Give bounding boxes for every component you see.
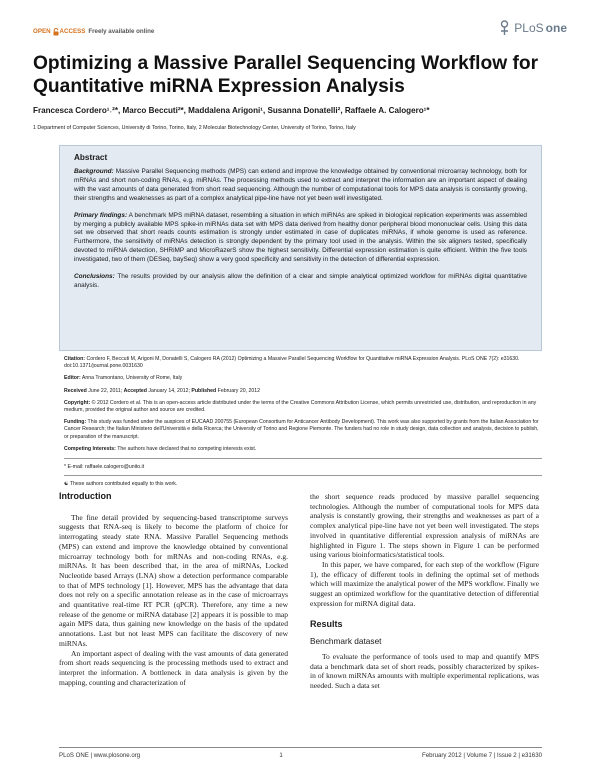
accepted-label: Accepted: [123, 387, 147, 394]
abstract-conclusions: [74, 273, 527, 291]
abstract-heading: Abstract: [74, 153, 108, 162]
author-list: Francesca Cordero¹˒²*, Marco Beccuti²*, Maddalena Arigoni¹, Susanna Donatelli², Raffaele A. Calogero¹*: [33, 106, 430, 115]
footer-page-number: 1: [279, 752, 283, 759]
editor: [64, 375, 542, 382]
equal-contribution: ☯ These authors contributed equally to this work.: [64, 481, 178, 488]
plos-logo-icon: [498, 20, 511, 36]
right-paragraph-1: the short sequence reads produced by massive parallel sequencing technologies. Although the number of computational tools for MPS data analysis is constantly growing, their strengths and weaknesses as part of a complex analytical pipe-line have not yet been well investigated. The steps involved in quantitative differential expression analysis of miRNAs are highlighted in Figure 1. The steps shown in Figure 1 can be performed using various bioinformatics/statistical tools.: [310, 492, 539, 560]
editor-text: Anna Tramontano, University of Rome, Italy: [80, 375, 183, 382]
logo-one-text: one: [545, 21, 567, 35]
copyright: [64, 400, 542, 414]
logo-plos-text: PLoS: [514, 21, 544, 35]
affiliations: 1 Department of Computer Sciences, University di Torino, Torino, Italy, 2 Molecular Biotechnology Center, University of Torino, Torino, Italy: [33, 125, 356, 131]
intro-paragraph-1: The fine detail provided by sequencing-based transcriptome surveys suggests that RNA-seq is likely to become the platform of choice for interrogating steady state RNA. Massive Parallel Sequencing methods (MPS) can extend and improve the knowledge obtained by conventional microarray technology both for mRNAs and non-coding RNAs, e.g. miRNAs. It has been described that, in the area of miRNAs, Locked Nucleotide based Arrays (LNA) show a detection performance comparable to that of MPS technology [1]. However, MPS has the advantage that data does not rely on a specific annotation release as in the case of microarrays and quantitative real-time RT PCR (qPCR). Therefore, any time a new release of the genome or miRNA database [2] appears it is possible to map again MPS data, thus gaining new knowledge on the basis of the updated annotations. Last but not least MPS can facilitate the discovery of new miRNAs.: [59, 512, 288, 648]
footer-journal-link[interactable]: PLoS ONE | www.plosone.org: [59, 752, 141, 759]
meta-divider: [64, 458, 542, 459]
abstract-findings: [74, 212, 527, 265]
background-label: Background:: [74, 168, 114, 175]
interests-label: Competing Interests:: [64, 445, 116, 452]
abstract-background: [74, 168, 527, 204]
citation-text: Cordero F, Beccuti M, Arigoni M, Donatelli S, Calogero RA (2012) Optimizing a Massive Parallel Sequencing Workflow for Quantitative miRNA Expression Analysis. PLoS ONE 7(2): e31630. doi:10.1371/journal.pone.0031630: [64, 356, 520, 370]
open-access-banner: [33, 28, 154, 35]
page-footer: [59, 747, 542, 759]
lock-icon: [53, 29, 58, 35]
plos-one-logo: [498, 20, 567, 36]
citation: [64, 356, 542, 370]
copyright-label: Copyright:: [64, 399, 91, 406]
dates: [64, 388, 542, 395]
article-metadata: [64, 356, 542, 489]
published-label: Published: [191, 387, 217, 394]
funding-label: Funding:: [64, 419, 87, 426]
right-paragraph-3: To evaluate the performance of tools used to map and quantify MPS data a benchmark data set of short reads, possibly characterized by spikes-in of known miRNAs amounts with multiple experimental replications, was needed. Such a data set: [310, 651, 539, 690]
conclusions-label: Conclusions:: [74, 273, 115, 281]
benchmark-heading: Benchmark dataset: [310, 636, 382, 647]
introduction-heading: Introduction: [59, 491, 112, 501]
accepted-date: January 14, 2012;: [146, 387, 192, 394]
free-available-label: Freely available online: [88, 28, 155, 35]
right-paragraph-2: In this paper, we have compared, for each step of the workflow (Figure 1), the efficacy of different tools in defining the optimal set of methods which will maximize the analytical power of the MPS workflow. Finally we suggest an optimized workflow for the quantitative detection of differential expression for miRNA digital data.: [310, 559, 539, 608]
abstract-box: [59, 145, 542, 351]
competing-interests: [64, 446, 542, 453]
received-date: June 22, 2011;: [86, 387, 124, 394]
open-label: OPEN: [33, 28, 51, 35]
meta-divider-2: [64, 475, 542, 476]
email-link[interactable]: * E-mail: raffaele.calogero@unito.it: [64, 464, 145, 471]
findings-label: Primary findings:: [74, 211, 128, 219]
funding: [64, 419, 542, 441]
article-title: Optimizing a Massive Parallel Sequencing Workflow for Quantitative miRNA Expression Analysis: [33, 53, 539, 97]
conclusions-text: The results provided by our analysis allow the definition of a clear and simple analytical optimized workflow for miRNAs digital quantitative analysis.: [74, 273, 527, 289]
right-column: [310, 492, 539, 691]
access-label: ACCESS: [59, 28, 86, 35]
funding-text: This study was funded under the auspices of EUCAAD 200755 (European Consortium for Anticancer Antibody Development). This work was also supported by grants from the Italian Association for Cancer Research; the Italian Ministero dell'Università e della Ricerca; the University of Torino and Regione Piemonte. The funders had no role in study design, data collection and analysis, decision to publish, or preparation of the manuscript.: [64, 419, 539, 440]
received-label: Received: [64, 387, 87, 394]
left-column: [59, 492, 288, 687]
published-date: February 20, 2012: [216, 387, 261, 394]
background-text: Massive Parallel Sequencing methods (MPS) can extend and improve the knowledge obtained by conventional microarray technology, both for mRNAs and short non-coding RNAs, e.g. miRNAs. The processing methods used to extract and interpret the information are an important aspect of dealing with the vast amounts of data generated from short read sequencing. Although the number of computational tools for MPS data analysis is constantly growing, their strengths and weaknesses as part of a complex analytical pipe-line have not yet been well investigated.: [74, 168, 527, 202]
findings-text: A benchmark MPS miRNA dataset, resembling a situation in which miRNAs are spiked in biological replication experiments was assembled by merging a publicly available MPS spike-in miRNAs data set with MPS data derived from healthy donor peripheral blood mononuclear cells. Using this data set we observed that short reads counts estimation is strongly under estimated in case of duplicates miRNAs, if whole genome is used as reference. Furthermore, the sensitivity of miRNAs detection is strongly dependent by the primary tool used in the analysis. Within the six aligners tested, specifically devoted to miRNA detection, SHRiMP and MicroRazerS show the highest sensitivity. Differential expression estimation is quite efficient. Within the five tools investigated, two of them (DESeq, baySeq) show a very good specificity and sensitivity in the detection of differential expression.: [74, 211, 527, 264]
citation-label: Citation:: [64, 356, 86, 362]
copyright-text: © 2012 Cordero et al. This is an open-access article distributed under the terms of the Creative Commons Attribution License, which permits unrestricted use, distribution, and reproduction in any medium, provided the original author and source are credited.: [64, 399, 537, 414]
results-heading: Results: [310, 619, 343, 630]
interests-text: The authors have declared that no competing interests exist.: [115, 445, 257, 452]
intro-paragraph-2: An important aspect of dealing with the vast amounts of data generated from short reads sequencing is the processing methods used to extract and interpret the information. A bottleneck in data analysis is given by the mapping, counting and characterization of: [59, 648, 288, 687]
editor-label: Editor:: [64, 375, 81, 382]
footer-issue: February 2012 | Volume 7 | Issue 2 | e31630: [422, 752, 542, 759]
